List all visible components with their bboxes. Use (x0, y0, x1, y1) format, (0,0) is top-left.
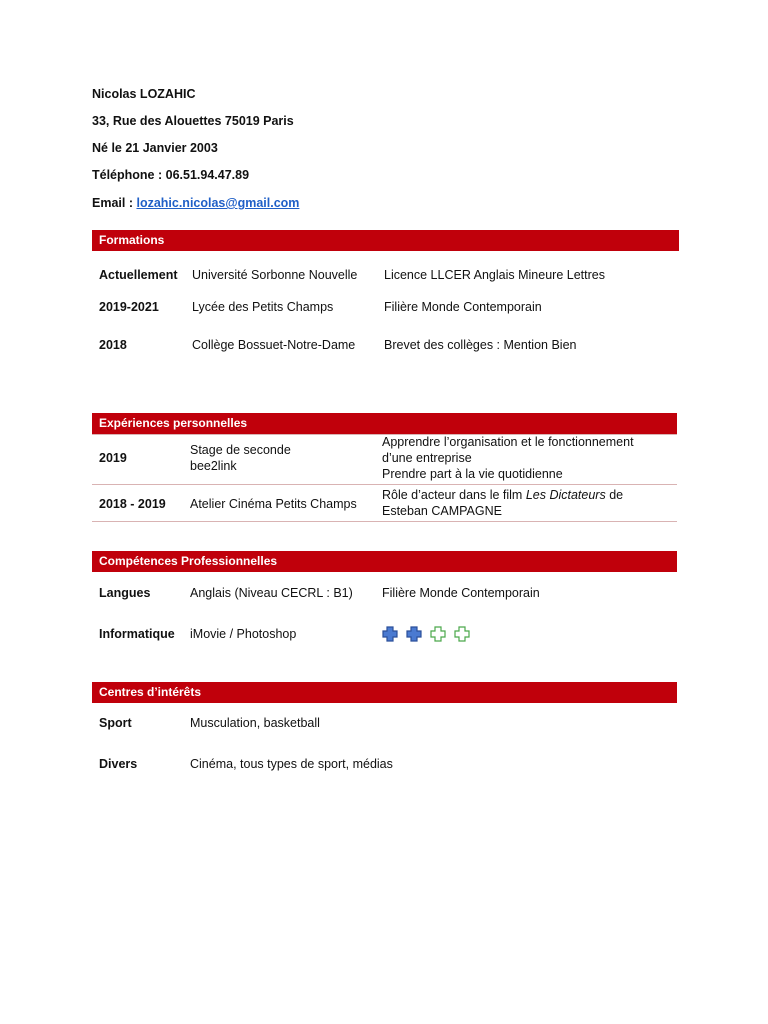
experience-company: bee2link (190, 459, 237, 473)
competence-value: iMovie / Photoshop (190, 627, 297, 641)
candidate-name: Nicolas LOZAHIC (92, 87, 196, 101)
experience-period: 2018 - 2019 (99, 497, 166, 511)
experience-detail-line: Esteban CAMPAGNE (382, 504, 502, 518)
formation-school: Université Sorbonne Nouvelle (192, 268, 358, 282)
skill-plus-empty-icon (430, 626, 446, 642)
experience-detail-line: Apprendre l’organisation et le fonctionnement (382, 435, 634, 449)
section-experiences-header (92, 413, 677, 434)
section-formations-header (92, 230, 679, 251)
interest-label: Sport (99, 716, 132, 730)
formation-detail: Brevet des collèges : Mention Bien (384, 338, 577, 352)
section-experiences-title: Expériences personnelles (99, 416, 248, 430)
skill-plus-filled-icon (406, 626, 422, 642)
formation-detail: Filière Monde Contemporain (384, 300, 542, 314)
experience-detail-line: d’une entreprise (382, 451, 472, 465)
experience-period: 2019 (99, 451, 127, 465)
interest-label: Divers (99, 757, 138, 771)
section-formations-title: Formations (99, 233, 165, 247)
formation-period: Actuellement (99, 268, 178, 282)
section-competences-header (92, 551, 677, 572)
experience-detail-prefix: Rôle d’acteur dans le film (382, 488, 526, 502)
experience-detail-line: Prendre part à la vie quotidienne (382, 467, 563, 481)
experience-title: Stage de seconde (190, 443, 291, 457)
candidate-phone: Téléphone : 06.51.94.47.89 (92, 168, 250, 182)
experience-title: Atelier Cinéma Petits Champs (190, 497, 357, 511)
row-divider (92, 484, 677, 485)
competence-value: Anglais (Niveau CECRL : B1) (190, 586, 353, 600)
interest-value: Cinéma, tous types de sport, médias (190, 757, 393, 771)
skill-plus-empty-icon (454, 626, 470, 642)
competence-label: Langues (99, 586, 151, 600)
candidate-email (92, 196, 299, 210)
formation-period: 2019-2021 (99, 300, 159, 314)
candidate-address: 33, Rue des Alouettes 75019 Paris (92, 114, 294, 128)
experience-detail-suffix: de (605, 488, 624, 502)
email-link[interactable]: lozahic.nicolas@gmail.com (136, 196, 300, 210)
skill-plus-filled-icon (382, 626, 398, 642)
candidate-birth: Né le 21 Janvier 2003 (92, 141, 218, 155)
film-title: Les Dictateurs (525, 488, 606, 502)
section-interets-header (92, 682, 677, 703)
formation-school: Collège Bossuet-Notre-Dame (192, 338, 356, 352)
email-label: Email : (92, 196, 137, 210)
row-divider (92, 521, 677, 522)
formation-period: 2018 (99, 338, 127, 352)
competence-detail: Filière Monde Contemporain (382, 586, 540, 600)
section-competences-title: Compétences Professionnelles (99, 554, 278, 568)
experience-detail-line (382, 488, 623, 502)
formation-detail: Licence LLCER Anglais Mineure Lettres (384, 268, 605, 282)
competence-label: Informatique (99, 627, 175, 641)
section-interets-title: Centres d’intérêts (99, 685, 202, 699)
interest-value: Musculation, basketball (190, 716, 320, 730)
formation-school: Lycée des Petits Champs (192, 300, 334, 314)
